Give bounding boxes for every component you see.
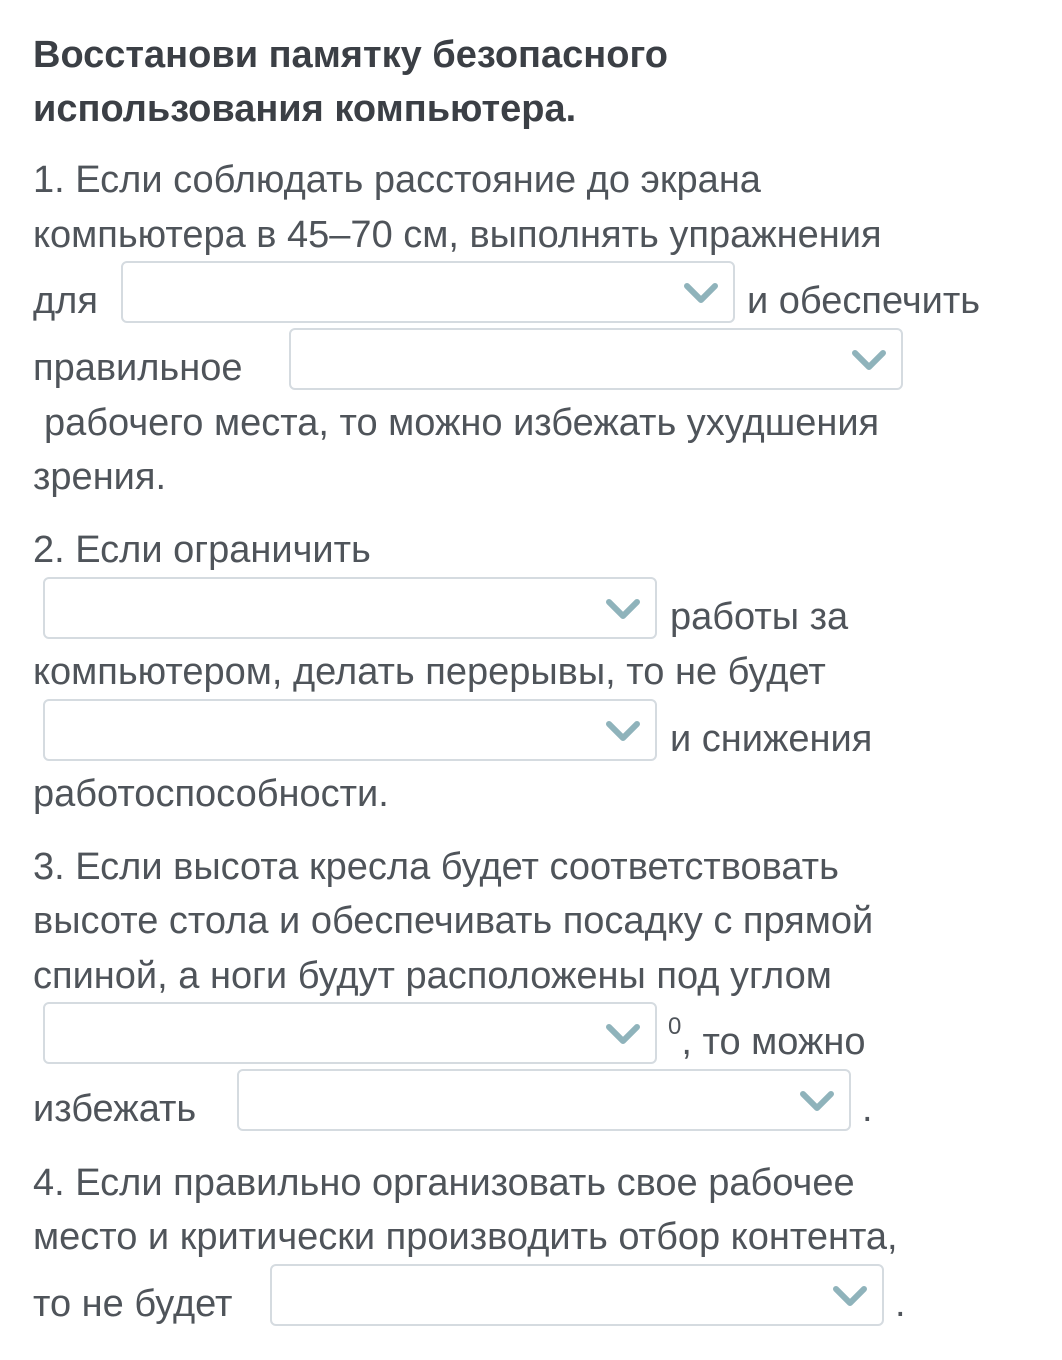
- item1-line4: рабочего места, то можно избежать ухудшения: [44, 402, 880, 444]
- item1-line2: компьютера в 45–70 см, выполнять упражнения: [33, 214, 882, 256]
- title-line-1: Восстанови памятку безопасного: [33, 34, 668, 76]
- item2-after-select2: и снижения: [670, 718, 873, 760]
- item4-line2: место и критически производить отбор контента,: [33, 1216, 898, 1258]
- item1-after-select1: и обеспечить: [747, 280, 981, 322]
- item3-after-select1-text: , то можно: [681, 1021, 866, 1063]
- page-title: [33, 28, 668, 136]
- item2-line5: работоспособности.: [33, 773, 389, 815]
- chevron-down-icon: [605, 597, 641, 621]
- item3-line2: высоте стола и обеспечивать посадку с прямой: [33, 900, 874, 942]
- item3-line1: 3. Если высота кресла будет соответствовать: [33, 846, 839, 888]
- title-line-2: использования компьютера.: [33, 88, 577, 130]
- dropdown-4[interactable]: [43, 699, 657, 761]
- chevron-down-icon: [832, 1284, 868, 1308]
- item1-before-select1: для: [33, 280, 98, 322]
- item1-before-select2: правильное: [33, 347, 243, 389]
- item3-line3: спиной, а ноги будут расположены под углом: [33, 955, 832, 997]
- item3-before-select2: избежать: [33, 1088, 197, 1130]
- dropdown-6[interactable]: [237, 1069, 851, 1131]
- chevron-down-icon: [605, 1022, 641, 1046]
- dropdown-5[interactable]: [43, 1002, 657, 1064]
- dropdown-7[interactable]: [270, 1264, 884, 1326]
- degree-mark: 0: [668, 1013, 682, 1041]
- item1-line5: зрения.: [33, 456, 167, 498]
- chevron-down-icon: [799, 1089, 835, 1113]
- chevron-down-icon: [851, 348, 887, 372]
- dropdown-1[interactable]: [121, 261, 735, 323]
- item4-line1: 4. Если правильно организовать свое рабочее: [33, 1162, 855, 1204]
- chevron-down-icon: [683, 281, 719, 305]
- item3-after-select1: [668, 1015, 866, 1069]
- item4-before-select1: то не будет: [33, 1283, 233, 1325]
- chevron-down-icon: [605, 719, 641, 743]
- item2-line3: компьютером, делать перерывы, то не будет: [33, 651, 826, 693]
- item4-after-select1: .: [895, 1283, 906, 1325]
- item1-line1: 1. Если соблюдать расстояние до экрана: [33, 159, 761, 201]
- item2-line1: 2. Если ограничить: [33, 529, 371, 571]
- dropdown-3[interactable]: [43, 577, 657, 639]
- item2-after-select1: работы за: [670, 596, 849, 638]
- item3-after-select2: .: [862, 1088, 873, 1130]
- dropdown-2[interactable]: [289, 328, 903, 390]
